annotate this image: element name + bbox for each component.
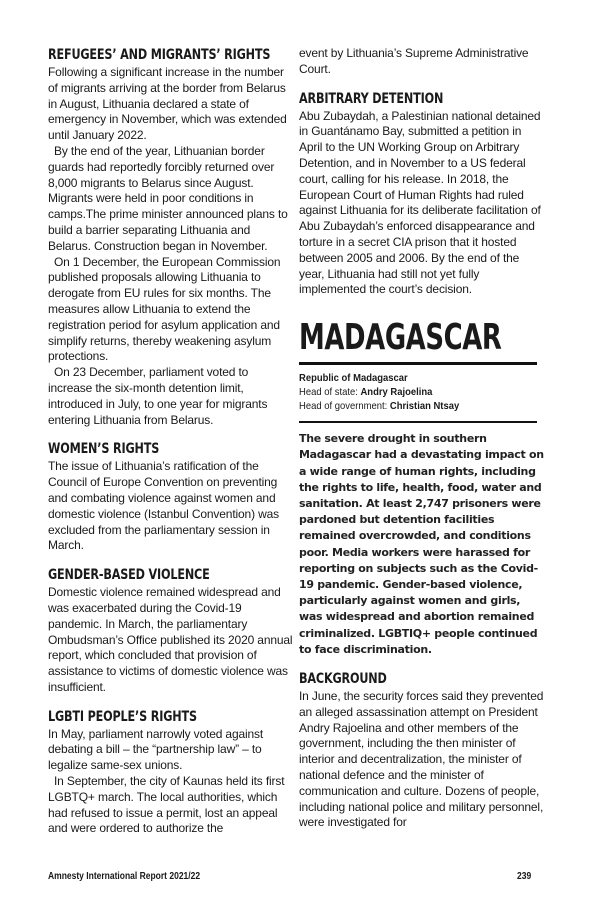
section-heading: REFUGEES’ AND MIGRANTS’ RIGHTS xyxy=(48,47,271,63)
section-heading: WOMEN’S RIGHTS xyxy=(48,441,160,458)
continuation-text xyxy=(299,46,545,78)
paragraph: On 23 December, parliament voted to increase the six-month detention limit, introduced in July, to one year for migrants entering Lithuania from Belarus. xyxy=(48,365,268,427)
head-of-government xyxy=(299,399,520,413)
section-gender-based-violence xyxy=(48,566,293,696)
head-of-state-value: Andry Rajoelina xyxy=(360,386,433,399)
head-of-government-value: Christian Ntsay xyxy=(389,400,460,413)
section-heading: GENDER-BASED VIOLENCE xyxy=(48,567,210,584)
head-of-government-label: Head of government: xyxy=(299,400,390,413)
section-heading: BACKGROUND xyxy=(299,671,387,687)
section-arbitrary-detention xyxy=(299,90,545,299)
official-name-value: Republic of Madagascar xyxy=(299,372,408,385)
country-summary: The severe drought in southern Madagascar had a devastating impact on a wide range of human rights, including the rights to life, health, food, water and sanitation. At least 2,747 prisoners were pardoned but detention facilities remained overcrowded, and conditions poor. Media workers were harassed for reporting on subjects such as the Covid-19 pandemic. Gender-based violence, particularly against women and girls, was widespread and abortion remained criminalized. LGBTIQ+ people continued to face discrimination. xyxy=(299,432,544,656)
section-lgbti-rights xyxy=(48,708,293,838)
page-number: 239 xyxy=(517,871,532,882)
paragraph: Following a significant increase in the number of migrants arriving at the border from Belarus in August, Lithuania declared a state of emergency in November, which was extended until January 2022. xyxy=(48,65,287,143)
paragraph: In September, the city of Kaunas held its first LGBTQ+ march. The local authorities, which had refused to issue a permit, lost an appeal and were ordered to authorize the xyxy=(48,774,285,836)
paragraph: event by Lithuania’s Supreme Administrative Court. xyxy=(299,46,529,76)
paragraph: By the end of the year, Lithuanian border guards had reportedly forcibly returned over 8,000 migrants to Belarus since August. Migrants were held in poor conditions in camps.The prime minister announced plans to build a barrier separating Lithuania and Belarus. Construction began in November. xyxy=(48,143,288,253)
summary-divider xyxy=(299,421,537,423)
paragraph: In May, parliament narrowly voted against debating a bill – the “partnership law” – to legalize same-sex unions. xyxy=(48,726,264,773)
right-column xyxy=(299,46,545,843)
head-of-state-label: Head of state: xyxy=(299,386,361,399)
page-footer xyxy=(48,871,534,882)
paragraph: In June, the security forces said they prevented an alleged assassination attempt on President Andry Rajoelina and other members of the government, including the then minister of interior and decentralization, the minister of national defence and the minister of communication and culture. Dozens of people, including national police and military personnel, were investigated for xyxy=(299,689,544,830)
paragraph: The issue of Lithuania’s ratification of the Council of Europe Convention on preventing and combating violence against women and domestic violence (Istanbul Convention) was excluded from the parliamentary session in March. xyxy=(48,459,280,553)
section-womens-rights xyxy=(48,440,293,554)
head-of-state xyxy=(299,385,520,399)
publication-title: Amnesty International Report 2021/22 xyxy=(48,871,201,882)
country-title: MADAGASCAR xyxy=(299,317,502,359)
section-heading: ARBITRARY DETENTION xyxy=(299,90,444,107)
paragraph: Domestic violence remained widespread and was exacerbated during the Covid-19 pandemic. In March, the parliamentary Ombudsman’s Office published its 2020 annual report, which concluded that provision of assistance to victims of domestic violence was insufficient. xyxy=(48,585,293,694)
paragraph: On 1 December, the European Commission published proposals allowing Lithuania to derogate from EU rules for six months. The measures allow Lithuania to extend the registration period for asylum application and simplify returns, thereby weakening asylum protections. xyxy=(48,254,281,364)
section-background xyxy=(299,670,545,831)
section-heading: LGBTI PEOPLE’S RIGHTS xyxy=(48,708,197,725)
paragraph: Abu Zubaydah, a Palestinian national detained in Guantánamo Bay, submitted a petition in April to the UN Working Group on Arbitrary Detention, and in November to a US federal court, calling for his release. In 2018, the European Court of Human Rights had ruled against Lithuania for its deliberate facilitation of Abu Zubaydah’s enforced disappearance and torture in a secret CIA prison that it hosted between 2005 and 2006. By the end of the year, Lithuania had still not yet fully implemented the court’s decision. xyxy=(299,108,541,297)
section-refugees-migrants xyxy=(48,46,293,428)
left-column xyxy=(48,46,293,849)
country-divider xyxy=(299,362,537,365)
official-name xyxy=(299,371,520,385)
